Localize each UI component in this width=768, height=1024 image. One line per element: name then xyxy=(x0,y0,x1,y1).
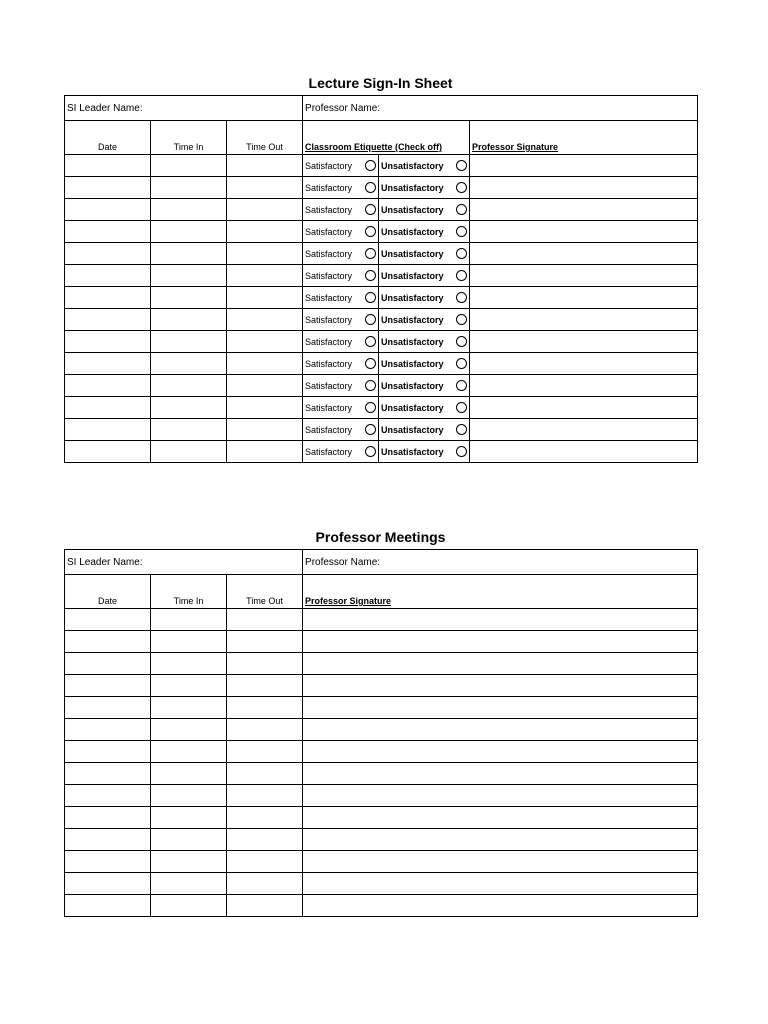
meeting-signature-cell[interactable] xyxy=(303,719,698,741)
meeting-time-out-cell[interactable] xyxy=(227,675,303,697)
time-out-cell[interactable] xyxy=(227,331,303,353)
satisfactory-option xyxy=(303,441,379,463)
table-row xyxy=(65,243,698,265)
unsatisfactory-option xyxy=(379,441,470,463)
meeting-signature-cell[interactable] xyxy=(303,697,698,719)
unsatisfactory-option xyxy=(379,177,470,199)
satisfactory-option xyxy=(303,265,379,287)
time-out-cell[interactable] xyxy=(227,265,303,287)
unsatisfactory-radio[interactable] xyxy=(456,402,467,413)
unsatisfactory-option xyxy=(379,221,470,243)
table-row xyxy=(65,785,698,807)
meeting-signature-cell[interactable] xyxy=(303,741,698,763)
time-out-cell[interactable] xyxy=(227,177,303,199)
lecture-sheet-title: Lecture Sign-In Sheet xyxy=(308,75,453,91)
meeting-signature-cell[interactable] xyxy=(303,895,698,917)
signature-column-header: Professor Signature xyxy=(470,121,698,155)
meetings-professor-name-field[interactable] xyxy=(303,550,698,575)
unsatisfactory-radio[interactable] xyxy=(456,248,467,259)
signature-cell[interactable] xyxy=(470,221,698,243)
satisfactory-option xyxy=(303,331,379,353)
meeting-date-cell[interactable] xyxy=(65,763,151,785)
date-cell[interactable] xyxy=(65,419,151,441)
meeting-time-in-cell[interactable] xyxy=(151,829,227,851)
satisfactory-label: Satisfactory xyxy=(305,292,353,303)
meetings-date-column-header: Date xyxy=(65,575,151,609)
unsatisfactory-label: Unsatisfactory xyxy=(381,358,444,369)
time-out-cell[interactable] xyxy=(227,353,303,375)
unsatisfactory-label: Unsatisfactory xyxy=(381,182,444,193)
time-out-cell[interactable] xyxy=(227,199,303,221)
date-cell[interactable] xyxy=(65,177,151,199)
unsatisfactory-radio[interactable] xyxy=(456,446,467,457)
satisfactory-radio[interactable] xyxy=(365,182,376,193)
table-row xyxy=(65,221,698,243)
satisfactory-radio[interactable] xyxy=(365,204,376,215)
time-in-column-header: Time In xyxy=(151,121,227,155)
meeting-signature-cell[interactable] xyxy=(303,851,698,873)
table-row xyxy=(65,265,698,287)
satisfactory-label: Satisfactory xyxy=(305,248,353,259)
time-out-cell[interactable] xyxy=(227,221,303,243)
satisfactory-label: Satisfactory xyxy=(305,226,353,237)
date-cell[interactable] xyxy=(65,243,151,265)
satisfactory-option xyxy=(303,199,379,221)
satisfactory-radio[interactable] xyxy=(365,336,376,347)
unsatisfactory-label: Unsatisfactory xyxy=(381,380,444,391)
satisfactory-option xyxy=(303,375,379,397)
table-row xyxy=(65,199,698,221)
date-column-header: Date xyxy=(65,121,151,155)
unsatisfactory-label: Unsatisfactory xyxy=(381,248,444,259)
meetings-si-leader-name-label: SI Leader Name: xyxy=(67,556,143,568)
meeting-date-cell[interactable] xyxy=(65,829,151,851)
meeting-time-in-cell[interactable] xyxy=(151,697,227,719)
meeting-time-out-cell[interactable] xyxy=(227,719,303,741)
date-cell[interactable] xyxy=(65,265,151,287)
satisfactory-radio[interactable] xyxy=(365,358,376,369)
meeting-signature-cell[interactable] xyxy=(303,653,698,675)
time-out-cell[interactable] xyxy=(227,441,303,463)
time-in-cell[interactable] xyxy=(151,419,227,441)
meeting-time-out-cell[interactable] xyxy=(227,697,303,719)
table-row xyxy=(65,309,698,331)
date-cell[interactable] xyxy=(65,441,151,463)
unsatisfactory-option xyxy=(379,331,470,353)
date-cell[interactable] xyxy=(65,155,151,177)
time-in-cell[interactable] xyxy=(151,287,227,309)
satisfactory-label: Satisfactory xyxy=(305,160,353,171)
unsatisfactory-radio[interactable] xyxy=(456,380,467,391)
meeting-time-out-cell[interactable] xyxy=(227,741,303,763)
meeting-time-out-cell[interactable] xyxy=(227,895,303,917)
table-row xyxy=(65,653,698,675)
professor-meetings-table xyxy=(64,549,698,917)
satisfactory-radio[interactable] xyxy=(365,226,376,237)
signature-cell[interactable] xyxy=(470,419,698,441)
meeting-time-in-cell[interactable] xyxy=(151,851,227,873)
meeting-date-cell[interactable] xyxy=(65,719,151,741)
satisfactory-radio[interactable] xyxy=(365,402,376,413)
meeting-signature-cell[interactable] xyxy=(303,631,698,653)
satisfactory-label: Satisfactory xyxy=(305,424,353,435)
meeting-time-in-cell[interactable] xyxy=(151,895,227,917)
unsatisfactory-option xyxy=(379,265,470,287)
table-row xyxy=(65,741,698,763)
meeting-time-out-cell[interactable] xyxy=(227,609,303,631)
satisfactory-option xyxy=(303,221,379,243)
time-in-cell[interactable] xyxy=(151,309,227,331)
meeting-signature-cell[interactable] xyxy=(303,785,698,807)
meeting-date-cell[interactable] xyxy=(65,609,151,631)
satisfactory-radio[interactable] xyxy=(365,292,376,303)
time-out-cell[interactable] xyxy=(227,309,303,331)
unsatisfactory-label: Unsatisfactory xyxy=(381,226,444,237)
satisfactory-radio[interactable] xyxy=(365,248,376,259)
unsatisfactory-radio[interactable] xyxy=(456,314,467,325)
satisfactory-radio[interactable] xyxy=(365,446,376,457)
lecture-header-row xyxy=(65,121,698,155)
meeting-time-in-cell[interactable] xyxy=(151,609,227,631)
meeting-date-cell[interactable] xyxy=(65,785,151,807)
meeting-time-out-cell[interactable] xyxy=(227,653,303,675)
time-in-cell[interactable] xyxy=(151,265,227,287)
meeting-date-cell[interactable] xyxy=(65,851,151,873)
unsatisfactory-radio[interactable] xyxy=(456,226,467,237)
satisfactory-label: Satisfactory xyxy=(305,358,353,369)
table-row xyxy=(65,697,698,719)
signature-cell[interactable] xyxy=(470,287,698,309)
unsatisfactory-option xyxy=(379,199,470,221)
table-row xyxy=(65,873,698,895)
satisfactory-radio[interactable] xyxy=(365,314,376,325)
table-row xyxy=(65,177,698,199)
table-row xyxy=(65,675,698,697)
meeting-signature-cell[interactable] xyxy=(303,675,698,697)
time-out-column-header: Time Out xyxy=(227,121,303,155)
table-row xyxy=(65,419,698,441)
meeting-time-in-cell[interactable] xyxy=(151,873,227,895)
time-out-cell[interactable] xyxy=(227,397,303,419)
signature-cell[interactable] xyxy=(470,265,698,287)
meeting-time-in-cell[interactable] xyxy=(151,631,227,653)
unsatisfactory-radio[interactable] xyxy=(456,182,467,193)
signature-cell[interactable] xyxy=(470,199,698,221)
satisfactory-option xyxy=(303,177,379,199)
table-row xyxy=(65,631,698,653)
meeting-time-in-cell[interactable] xyxy=(151,653,227,675)
meeting-time-out-cell[interactable] xyxy=(227,631,303,653)
lecture-name-row xyxy=(65,96,698,121)
meeting-time-in-cell[interactable] xyxy=(151,807,227,829)
signature-cell[interactable] xyxy=(470,155,698,177)
time-in-cell[interactable] xyxy=(151,331,227,353)
signature-cell[interactable] xyxy=(470,353,698,375)
meeting-time-out-cell[interactable] xyxy=(227,807,303,829)
lecture-sign-in-table xyxy=(64,95,698,463)
time-out-cell[interactable] xyxy=(227,375,303,397)
date-cell[interactable] xyxy=(65,199,151,221)
unsatisfactory-label: Unsatisfactory xyxy=(381,446,444,457)
unsatisfactory-label: Unsatisfactory xyxy=(381,314,444,325)
meeting-time-in-cell[interactable] xyxy=(151,785,227,807)
meeting-time-out-cell[interactable] xyxy=(227,829,303,851)
meeting-date-cell[interactable] xyxy=(65,697,151,719)
meetings-si-leader-name-field[interactable] xyxy=(65,550,303,575)
time-in-cell[interactable] xyxy=(151,155,227,177)
time-in-cell[interactable] xyxy=(151,177,227,199)
professor-name-field[interactable] xyxy=(303,96,698,121)
table-row xyxy=(65,287,698,309)
si-leader-name-label: SI Leader Name: xyxy=(67,102,143,114)
satisfactory-radio[interactable] xyxy=(365,380,376,391)
meetings-header-row xyxy=(65,575,698,609)
signature-cell[interactable] xyxy=(470,375,698,397)
meeting-date-cell[interactable] xyxy=(65,675,151,697)
time-out-cell[interactable] xyxy=(227,243,303,265)
table-row xyxy=(65,397,698,419)
table-row xyxy=(65,331,698,353)
signature-cell[interactable] xyxy=(470,243,698,265)
unsatisfactory-label: Unsatisfactory xyxy=(381,292,444,303)
time-in-cell[interactable] xyxy=(151,397,227,419)
table-row xyxy=(65,807,698,829)
satisfactory-label: Satisfactory xyxy=(305,336,353,347)
meeting-signature-cell[interactable] xyxy=(303,763,698,785)
satisfactory-option xyxy=(303,287,379,309)
unsatisfactory-option xyxy=(379,155,470,177)
table-row xyxy=(65,895,698,917)
unsatisfactory-radio[interactable] xyxy=(456,204,467,215)
satisfactory-radio[interactable] xyxy=(365,160,376,171)
meetings-name-row xyxy=(65,550,698,575)
satisfactory-label: Satisfactory xyxy=(305,314,353,325)
satisfactory-label: Satisfactory xyxy=(305,182,353,193)
unsatisfactory-radio[interactable] xyxy=(456,160,467,171)
time-in-cell[interactable] xyxy=(151,441,227,463)
unsatisfactory-label: Unsatisfactory xyxy=(381,270,444,281)
unsatisfactory-radio[interactable] xyxy=(456,292,467,303)
meeting-time-out-cell[interactable] xyxy=(227,785,303,807)
unsatisfactory-option xyxy=(379,243,470,265)
unsatisfactory-option xyxy=(379,309,470,331)
meetings-professor-name-label: Professor Name: xyxy=(305,556,381,568)
meeting-date-cell[interactable] xyxy=(65,807,151,829)
satisfactory-label: Satisfactory xyxy=(305,380,353,391)
signature-cell[interactable] xyxy=(470,177,698,199)
satisfactory-label: Satisfactory xyxy=(305,270,353,281)
meeting-time-in-cell[interactable] xyxy=(151,741,227,763)
time-in-cell[interactable] xyxy=(151,243,227,265)
unsatisfactory-label: Unsatisfactory xyxy=(381,424,444,435)
meeting-date-cell[interactable] xyxy=(65,895,151,917)
unsatisfactory-option xyxy=(379,353,470,375)
meeting-time-out-cell[interactable] xyxy=(227,851,303,873)
time-in-cell[interactable] xyxy=(151,221,227,243)
unsatisfactory-label: Unsatisfactory xyxy=(381,204,444,215)
unsatisfactory-radio[interactable] xyxy=(456,424,467,435)
table-row xyxy=(65,155,698,177)
satisfactory-label: Satisfactory xyxy=(305,446,353,457)
time-out-cell[interactable] xyxy=(227,155,303,177)
table-row xyxy=(65,441,698,463)
meetings-signature-column-header: Professor Signature xyxy=(303,575,698,609)
meeting-signature-cell[interactable] xyxy=(303,609,698,631)
meeting-time-out-cell[interactable] xyxy=(227,763,303,785)
unsatisfactory-option xyxy=(379,397,470,419)
meeting-date-cell[interactable] xyxy=(65,631,151,653)
meeting-time-in-cell[interactable] xyxy=(151,719,227,741)
date-cell[interactable] xyxy=(65,353,151,375)
time-in-cell[interactable] xyxy=(151,199,227,221)
meetings-time-out-column-header: Time Out xyxy=(227,575,303,609)
satisfactory-option xyxy=(303,309,379,331)
si-leader-name-field[interactable] xyxy=(65,96,303,121)
satisfactory-radio[interactable] xyxy=(365,270,376,281)
unsatisfactory-label: Unsatisfactory xyxy=(381,336,444,347)
unsatisfactory-option xyxy=(379,287,470,309)
meeting-time-in-cell[interactable] xyxy=(151,763,227,785)
date-cell[interactable] xyxy=(65,331,151,353)
meeting-signature-cell[interactable] xyxy=(303,873,698,895)
table-row xyxy=(65,353,698,375)
meetings-time-in-column-header: Time In xyxy=(151,575,227,609)
satisfactory-option xyxy=(303,419,379,441)
date-cell[interactable] xyxy=(65,375,151,397)
meetings-sheet-title: Professor Meetings xyxy=(315,529,446,545)
date-cell[interactable] xyxy=(65,221,151,243)
professor-name-label: Professor Name: xyxy=(305,102,381,114)
signature-cell[interactable] xyxy=(470,397,698,419)
meeting-time-out-cell[interactable] xyxy=(227,873,303,895)
table-row xyxy=(65,829,698,851)
table-row xyxy=(65,609,698,631)
date-cell[interactable] xyxy=(65,287,151,309)
unsatisfactory-radio[interactable] xyxy=(456,336,467,347)
table-row xyxy=(65,763,698,785)
time-in-cell[interactable] xyxy=(151,375,227,397)
table-row xyxy=(65,851,698,873)
table-row xyxy=(65,375,698,397)
signature-cell[interactable] xyxy=(470,441,698,463)
time-in-cell[interactable] xyxy=(151,353,227,375)
date-cell[interactable] xyxy=(65,397,151,419)
meeting-date-cell[interactable] xyxy=(65,741,151,763)
meeting-signature-cell[interactable] xyxy=(303,829,698,851)
unsatisfactory-label: Unsatisfactory xyxy=(381,160,444,171)
unsatisfactory-option xyxy=(379,419,470,441)
satisfactory-label: Satisfactory xyxy=(305,204,353,215)
meeting-time-in-cell[interactable] xyxy=(151,675,227,697)
time-out-cell[interactable] xyxy=(227,419,303,441)
satisfactory-option xyxy=(303,243,379,265)
date-cell[interactable] xyxy=(65,309,151,331)
satisfactory-option xyxy=(303,397,379,419)
meeting-signature-cell[interactable] xyxy=(303,807,698,829)
signature-cell[interactable] xyxy=(470,309,698,331)
satisfactory-option xyxy=(303,353,379,375)
unsatisfactory-label: Unsatisfactory xyxy=(381,402,444,413)
time-out-cell[interactable] xyxy=(227,287,303,309)
meeting-date-cell[interactable] xyxy=(65,873,151,895)
satisfactory-radio[interactable] xyxy=(365,424,376,435)
satisfactory-option xyxy=(303,155,379,177)
unsatisfactory-option xyxy=(379,375,470,397)
unsatisfactory-radio[interactable] xyxy=(456,358,467,369)
table-row xyxy=(65,719,698,741)
meeting-date-cell[interactable] xyxy=(65,653,151,675)
unsatisfactory-radio[interactable] xyxy=(456,270,467,281)
etiquette-column-header: Classroom Etiquette (Check off) xyxy=(303,121,470,155)
satisfactory-label: Satisfactory xyxy=(305,402,353,413)
signature-cell[interactable] xyxy=(470,331,698,353)
